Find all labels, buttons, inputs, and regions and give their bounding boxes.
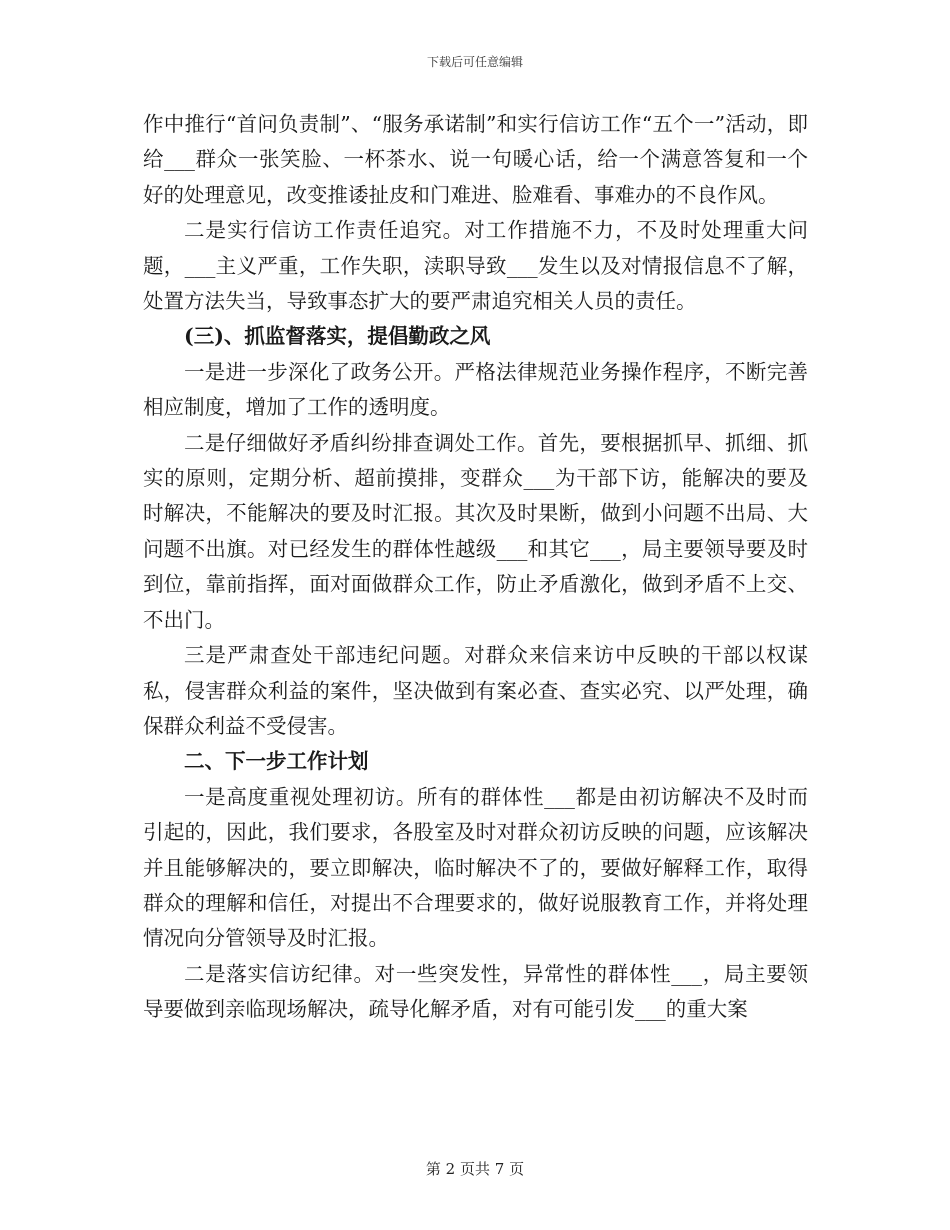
- paragraph: 作中推行“首问负责制”、“服务承诺制”和实行信访工作“五个一”活动，即给___群众一张笑脸、一杯茶水、说一句暖心话，给一个满意答复和一个好的处理意见，改变推诿扯皮和门难进、脸难看、事难办的不良作风。: [143, 112, 808, 207]
- page-footer: 第 2 页共 7 页: [425, 1160, 525, 1178]
- paragraph: 二是实行信访工作责任追究。对工作措施不力，不及时处理重大问题，___主义严重，工作失职，渎职导致___发生以及对情报信息不了解，处置方法失当，导致事态扩大的要严肃追究相关人员的责任。: [143, 218, 808, 314]
- paragraph: 二是仔细做好矛盾纠纷排查调处工作。首先，要根据抓早、抓细、抓实的原则，定期分析、超前摸排，变群众___为干部下访，能解决的要及时解决，不能解决的要及时汇报。其次及时果断，做到小问题不出局、大问题不出旗。对已经发生的群体性越级___和其它___，局主要领导要及时到位，靠前指挥，面对面做群众工作，防止矛盾激化，做到矛盾不上交、不出门。: [143, 430, 808, 632]
- document-body: [143, 107, 808, 1028]
- section-heading: 二、下一步工作计划: [184, 749, 369, 774]
- page-header: 下载后可任意编辑: [426, 55, 523, 69]
- section-heading: (三)、抓监督落实，提倡勤政之风: [184, 324, 491, 349]
- paragraph: 一是高度重视处理初访。所有的群体性___都是由初访解决不及时而引起的，因此，我们要求，各股室及时对群众初访反映的问题，应该解决并且能够解决的，要立即解决，临时解决不了的，要做好解释工作，取得群众的理解和信任，对提出不合理要求的，做好说服教育工作，并将处理情况向分管领导及时汇报。: [143, 784, 808, 951]
- paragraph: 一是进一步深化了政务公开。严格法律规范业务操作程序，不断完善相应制度，增加了工作的透明度。: [143, 359, 808, 420]
- paragraph: 二是落实信访纪律。对一些突发性，异常性的群体性___，局主要领导要做到亲临现场解决，疏导化解矛盾，对有可能引发___的重大案: [143, 961, 808, 1022]
- paragraph: 三是严肃查处干部违纪问题。对群众来信来访中反映的干部以权谋私，侵害群众利益的案件，坚决做到有案必查、查实必究、以严处理，确保群众利益不受侵害。: [143, 643, 808, 738]
